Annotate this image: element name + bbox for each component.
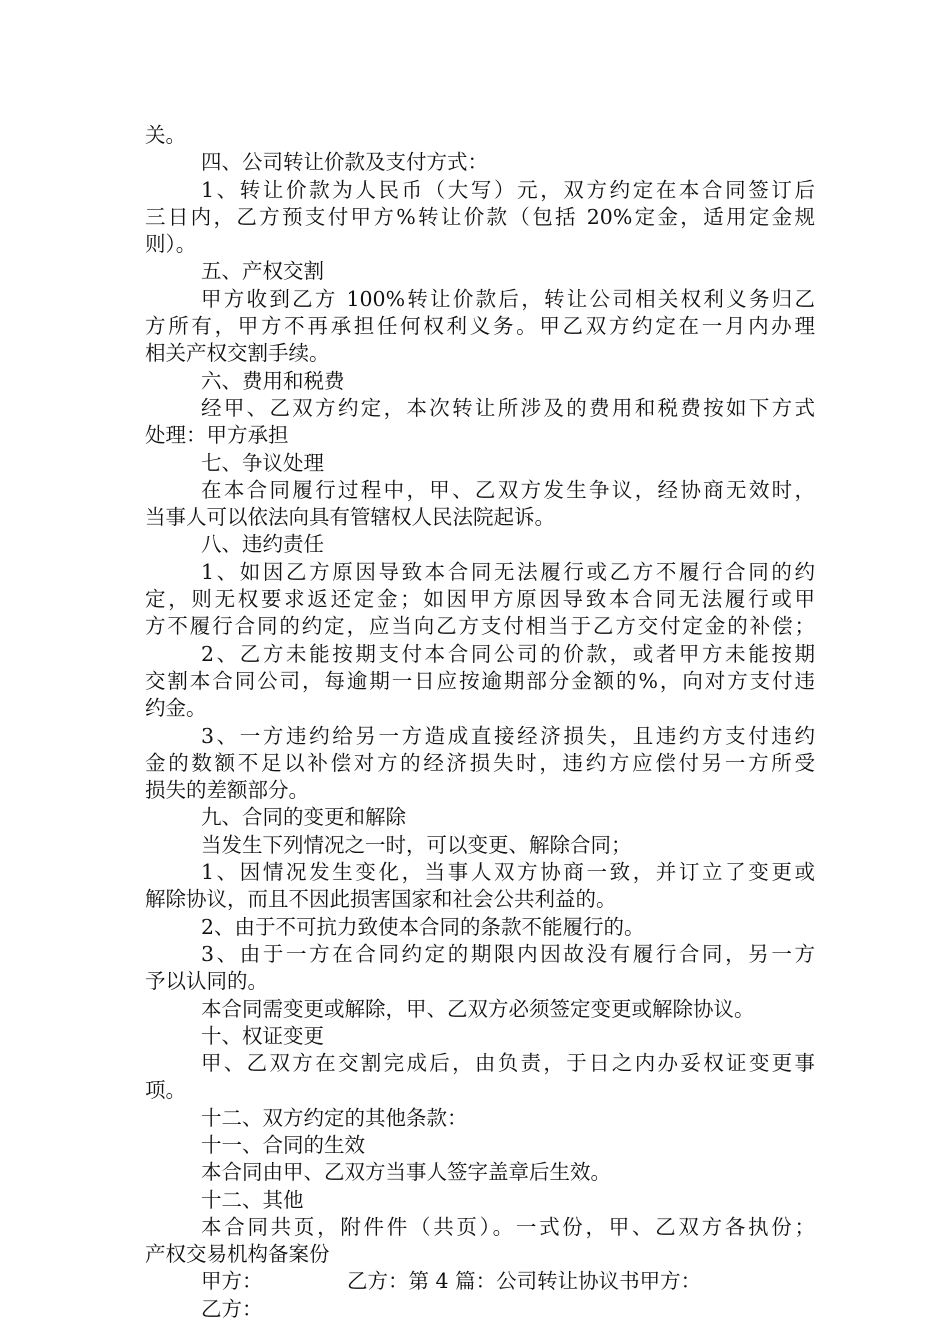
section-heading-7: 七、争议处理 <box>201 450 324 475</box>
section-heading-other: 十二、其他 <box>201 1187 304 1212</box>
text-line: 处理：甲方承担 <box>145 423 289 448</box>
text-line: 2、乙方未能按期支付本合同公司的价款，或者甲方未能按期 <box>201 641 815 666</box>
section-heading-5: 五、产权交割 <box>201 259 324 284</box>
text-line: 损失的差额部分。 <box>145 778 309 803</box>
text-line: 甲方收到乙方 100%转让价款后，转让公司相关权利义务归乙 <box>201 286 815 311</box>
section-heading-9: 九、合同的变更和解除 <box>201 805 406 830</box>
section-heading-12: 十二、双方约定的其他条款： <box>201 1105 468 1130</box>
text-line: 交割本合同公司，每逾期一日应按逾期部分金额的%，向对方支付违 <box>145 668 815 693</box>
text-line: 予以认同的。 <box>145 969 268 994</box>
text-line: 经甲、乙双方约定，本次转让所涉及的费用和税费按如下方式 <box>201 395 815 420</box>
text-line: 1、如因乙方原因导致本合同无法履行或乙方不履行合同的约 <box>201 559 815 584</box>
text-line: 项。 <box>145 1078 186 1103</box>
section-heading-8: 八、违约责任 <box>201 532 324 557</box>
text-line: 甲、乙双方在交割完成后，由负责，于日之内办妥权证变更事 <box>201 1051 815 1076</box>
text-line: 3、一方违约给另一方造成直接经济损失，且违约方支付违约 <box>201 723 815 748</box>
section-heading-6: 六、费用和税费 <box>201 368 345 393</box>
text-line: 三日内，乙方预支付甲方%转让价款（包括 20%定金，适用定金规 <box>145 204 815 229</box>
text-line: 当事人可以依法向具有管辖权人民法院起诉。 <box>145 505 555 530</box>
section-heading-10: 十、权证变更 <box>201 1023 324 1048</box>
text-line: 金的数额不足以补偿对方的经济损失时，违约方应偿付另一方所受 <box>145 750 815 775</box>
text-line: 1、转让价款为人民币（大写）元，双方约定在本合同签订后 <box>201 177 815 202</box>
section-heading-4: 四、公司转让价款及支付方式： <box>201 150 488 175</box>
text-line: 本合同由甲、乙双方当事人签字盖章后生效。 <box>201 1160 611 1185</box>
text-line: 本合同需变更或解除，甲、乙双方必须签定变更或解除协议。 <box>201 996 755 1021</box>
text-line: 2、由于不可抗力致使本合同的条款不能履行的。 <box>201 914 645 939</box>
text-line: 1、因情况发生变化，当事人双方协商一致，并订立了变更或 <box>201 860 815 885</box>
party-b-label: 乙方：第 4 篇：公司转让协议书甲方： <box>347 1269 702 1294</box>
party-a-label: 甲方： <box>201 1269 263 1294</box>
text-line: 约金。 <box>145 696 207 721</box>
text-line: 方所有，甲方不再承担任何权利义务。甲乙双方约定在一月内办理 <box>145 314 815 339</box>
text-line: 解除协议，而且不因此损害国家和社会公共利益的。 <box>145 887 617 912</box>
text-line: 相关产权交割手续。 <box>145 341 330 366</box>
section-heading-11: 十一、合同的生效 <box>201 1132 365 1157</box>
contract-body <box>145 122 815 1323</box>
text-line: 当发生下列情况之一时，可以变更、解除合同； <box>201 832 632 857</box>
text-line: 则）。 <box>145 232 197 257</box>
text-line: 3、由于一方在合同约定的期限内因故没有履行合同，另一方 <box>201 941 815 966</box>
text-line: 本合同共页，附件件（共页）。一式份，甲、乙双方各执份； <box>201 1214 815 1239</box>
signature-line <box>145 1268 815 1295</box>
text-line: 关。 <box>145 123 186 147</box>
text-line: 定，则无权要求返还定金；如因甲方原因导致本合同无法履行或甲 <box>145 587 815 612</box>
party-b-final-label: 乙方： <box>201 1296 263 1321</box>
text-line: 产权交易机构备案份 <box>145 1242 330 1267</box>
text-line: 方不履行合同的约定，应当向乙方支付相当于乙方交付定金的补偿； <box>145 614 815 639</box>
text-line: 在本合同履行过程中，甲、乙双方发生争议，经协商无效时， <box>201 477 815 502</box>
